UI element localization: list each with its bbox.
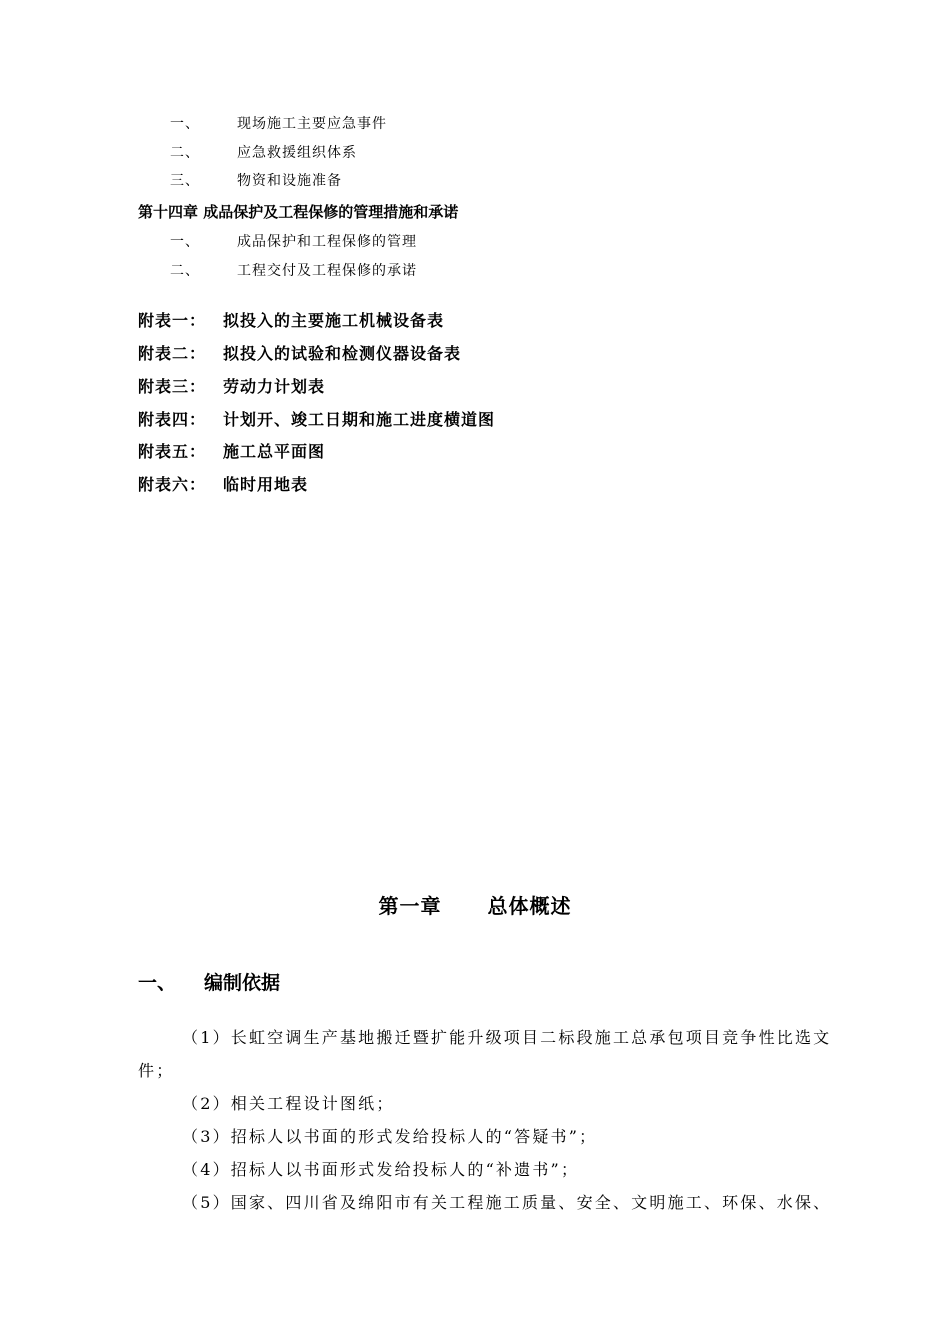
toc-item-number: 二、 bbox=[170, 145, 200, 161]
basis-text: （1）长虹空调生产基地搬迁暨扩能升级项目二标段施工总承包项目竞争性比选文件； bbox=[138, 1028, 832, 1080]
appendix-text: 拟投入的试验和检测仪器设备表 bbox=[223, 344, 462, 363]
toc-item[interactable] bbox=[170, 232, 417, 252]
chapter-label: 第一章 bbox=[378, 894, 442, 918]
appendix-item[interactable] bbox=[138, 441, 325, 463]
appendix-item[interactable] bbox=[138, 376, 325, 398]
basis-item bbox=[138, 1120, 860, 1153]
appendix-number: 附表六： bbox=[138, 475, 207, 494]
appendix-text: 劳动力计划表 bbox=[223, 377, 326, 396]
appendix-text: 拟投入的主要施工机械设备表 bbox=[223, 311, 445, 330]
toc-item-text: 成品保护和工程保修的管理 bbox=[237, 234, 417, 250]
toc-item[interactable] bbox=[170, 143, 357, 163]
appendix-item[interactable] bbox=[138, 474, 308, 496]
section-number: 一、 bbox=[138, 972, 177, 994]
toc-item-text: 应急救援组织体系 bbox=[237, 145, 357, 161]
chapter-title-text: 总体概述 bbox=[487, 894, 572, 918]
appendix-number: 附表二： bbox=[138, 344, 207, 363]
toc-item-number: 二、 bbox=[170, 263, 200, 279]
toc-item-number: 一、 bbox=[170, 234, 200, 250]
basis-text: （2）相关工程设计图纸； bbox=[182, 1094, 395, 1113]
section-title-text: 编制依据 bbox=[204, 972, 281, 994]
basis-text: （3）招标人以书面的形式发给投标人的“答疑书”； bbox=[182, 1127, 598, 1146]
toc-chapter-14[interactable]: 第十四章 成品保护及工程保修的管理措施和承诺 bbox=[138, 203, 459, 221]
appendix-text: 计划开、竣工日期和施工进度横道图 bbox=[223, 410, 496, 429]
toc-item[interactable] bbox=[170, 261, 417, 281]
toc-item-text: 现场施工主要应急事件 bbox=[237, 116, 387, 132]
appendix-text: 施工总平面图 bbox=[223, 442, 326, 461]
toc-item-number: 一、 bbox=[170, 116, 200, 132]
toc-item[interactable] bbox=[170, 171, 342, 191]
appendix-item[interactable] bbox=[138, 310, 444, 332]
basis-item bbox=[138, 1087, 860, 1120]
appendix-number: 附表五： bbox=[138, 442, 207, 461]
basis-text: （4）招标人以书面形式发给投标人的“补遗书”； bbox=[182, 1160, 580, 1179]
appendix-item[interactable] bbox=[138, 409, 495, 431]
toc-item-text: 工程交付及工程保修的承诺 bbox=[237, 263, 417, 279]
basis-item bbox=[138, 1153, 860, 1186]
basis-item bbox=[138, 1186, 860, 1219]
basis-item bbox=[138, 1021, 860, 1087]
section-heading bbox=[138, 968, 280, 995]
appendix-number: 附表三： bbox=[138, 377, 207, 396]
toc-item[interactable] bbox=[170, 114, 387, 134]
appendix-number: 附表一： bbox=[138, 311, 207, 330]
toc-item-number: 三、 bbox=[170, 173, 200, 189]
appendix-text: 临时用地表 bbox=[223, 475, 309, 494]
appendix-item[interactable] bbox=[138, 343, 461, 365]
appendix-number: 附表四： bbox=[138, 410, 207, 429]
basis-text: （5）国家、四川省及绵阳市有关工程施工质量、安全、文明施工、环保、水保、 bbox=[182, 1193, 832, 1212]
chapter-heading bbox=[0, 890, 950, 919]
toc-item-text: 物资和设施准备 bbox=[237, 173, 342, 189]
